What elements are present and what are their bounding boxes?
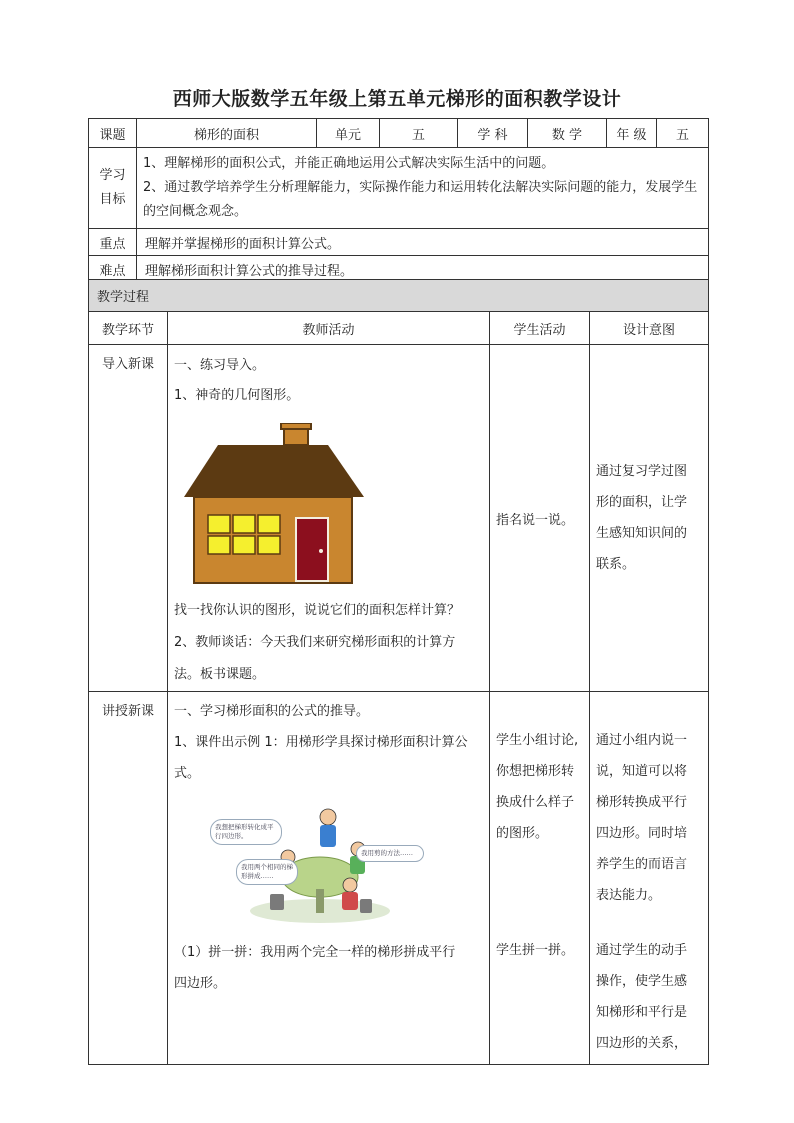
key-point-text: 理解并掌握梯形的面积计算公式。 [137,229,709,256]
student-new [490,692,590,1065]
student-intro-text: 指名说一说。 [496,512,575,528]
teacher-new [168,692,490,1065]
topic-value: 梯形的面积 [137,119,317,148]
intent-intro [590,345,709,692]
speech-bubble [236,859,298,885]
intent-intro-3: 生感知知识间的 [596,526,688,541]
goals-content [137,148,709,229]
stage-new [89,692,168,1065]
new-line-1: 一、学习梯形面积的公式的推导。 [174,704,370,719]
lesson-info-table [88,118,709,283]
student-new-4: 的图形。 [496,826,549,841]
intent-new-8: 操作，使学生感 [596,974,688,989]
intent-new-6: 表达能力。 [596,888,662,903]
intro-talk-1: 2、教师谈话：今天我们来研究梯形面积的计算方 [174,635,456,650]
student-new-splice: 学生拼一拼。 [496,943,575,958]
intent-intro-1: 通过复习学过图 [596,464,688,479]
subject-value: 数 学 [528,119,607,148]
intent-new-2: 说，知道可以将 [596,764,688,779]
intent-new-4: 四边形。同时培 [596,826,688,841]
goals-label-line1: 学习 [99,168,126,183]
grade-value: 五 [657,119,709,148]
goal-1: 1、理解梯形的面积公式，并能正确地运用公式解决实际生活中的问题。 [143,156,555,171]
intent-new-1: 通过小组内说一 [596,733,688,748]
teacher-intro [168,345,490,692]
stage-new-label: 讲授新课 [101,704,154,719]
intent-new-7: 通过学生的动手 [596,943,688,958]
new-line-2: 1、课件出示例 1：用梯形学具探讨梯形面积计算公 [174,735,468,750]
intent-new-3: 梯形转换成平行 [596,795,688,810]
key-point-label: 重点 [89,229,137,256]
goals-label-line2: 目标 [99,192,126,207]
bubble-text-3: 我用剪的方法…… [361,849,413,857]
page-title: 西师大版数学五年级上第五单元梯形的面积教学设计 [172,88,622,110]
difficulty-label: 难点 [89,256,137,283]
student-intro [490,345,590,692]
bubble-text-1: 我想把梯形转化成平行四边形。 [215,823,274,840]
house-door [296,518,328,581]
speech-bubble [356,845,424,862]
topic-label: 课题 [89,119,137,148]
grade-label: 年 级 [607,119,657,148]
speech-bubble [210,819,282,845]
student-figure [320,809,336,825]
difficulty-text: 理解梯形面积计算公式的推导过程。 [137,256,709,283]
new-line-3: 式。 [174,766,201,781]
col-teacher: 教师活动 [168,312,490,345]
col-intent: 设计意图 [590,312,709,345]
student-new-2: 你想把梯形转 [496,764,575,779]
student-new-3: 换成什么样子 [496,795,575,810]
unit-value: 五 [380,119,458,148]
intent-new-9: 知梯形和平行是 [596,1005,688,1020]
house-illustration [178,423,368,585]
goals-label [89,148,137,229]
col-student: 学生活动 [490,312,590,345]
unit-label: 单元 [317,119,380,148]
intent-new-10: 四边形的关系， [596,1036,688,1051]
stage-intro [89,345,168,692]
new-splice-1: （1）拼一拼：我用两个完全一样的梯形拼成平行 [174,945,456,960]
intent-intro-2: 形的面积，让学 [596,495,688,510]
intro-line-2: 1、神奇的几何图形。 [174,388,300,403]
intent-intro-4: 联系。 [596,557,636,572]
student-new-1: 学生小组讨论, [496,733,579,748]
intent-new [590,692,709,1065]
subject-label: 学 科 [458,119,528,148]
house-roof [184,445,364,497]
stage-intro-label: 导入新课 [101,357,154,372]
bubble-text-2: 我用两个相同的梯形拼成…… [241,863,293,880]
col-stage: 教学环节 [89,312,168,345]
new-splice-2: 四边形。 [174,976,227,991]
process-heading: 教学过程 [89,280,709,312]
teaching-process-table [88,279,709,1065]
goal-2: 2、通过教学培养学生分析理解能力，实际操作能力和运用转化法解决实际问题的能力，发展学生的空间概念观念。 [143,180,698,219]
intro-talk-2: 法。板书课题。 [174,667,266,682]
intro-line-1: 一、练习导入。 [174,358,266,373]
intent-new-5: 养学生的而语言 [596,857,688,872]
discussion-illustration [210,799,420,927]
intro-question: 找一找你认识的图形，说说它们的面积怎样计算？ [174,603,461,618]
